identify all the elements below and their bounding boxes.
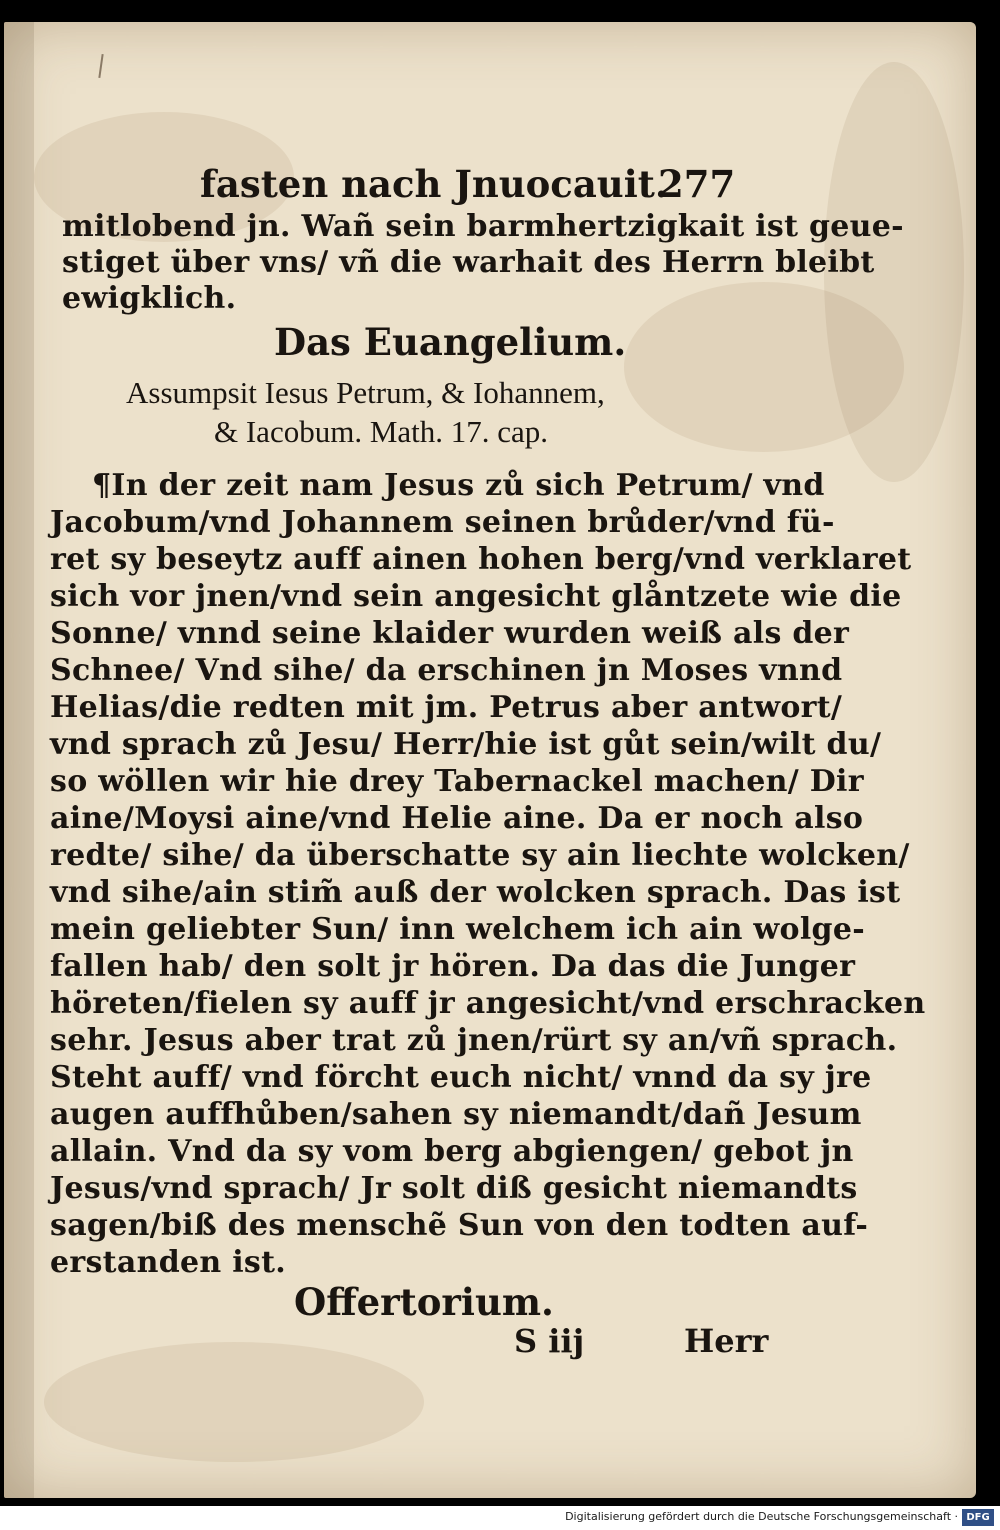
book-page <box>4 22 976 1498</box>
text-line: mein geliebter Sun/ inn welchem ich ain wolge- <box>50 912 865 947</box>
text-line: höreten/fielen sy auff jr angesicht/vnd erschracken <box>50 986 926 1021</box>
text-line: Helias/die redten mit jm. Petrus aber antwort/ <box>50 690 843 725</box>
text-line: Steht auff/ vnd förcht euch nicht/ vnnd da sy jre <box>50 1060 872 1095</box>
running-head: fasten nach Jnuocauit. <box>200 162 668 206</box>
text-line: erstanden ist. <box>50 1245 286 1280</box>
signature-mark: S iij <box>514 1322 585 1360</box>
text-line: fallen hab/ den solt jr hören. Da das die Junger <box>50 949 856 984</box>
text-line: sehr. Jesus aber trat zů jnen/rürt sy an/vñ sprach. <box>50 1023 898 1058</box>
text-line: allain. Vnd da sy vom berg abgiengen/ gebot jn <box>50 1134 854 1169</box>
rubric-line: Assumpsit Iesus Petrum, & Iohannem, <box>126 375 605 410</box>
text-line: ret sy beseytz auff ainen hohen berg/vnd verklaret <box>50 542 912 577</box>
text-line: Jacobum/vnd Johannem seinen brůder/vnd fü- <box>50 505 835 540</box>
offertory-heading: Offertorium. <box>294 1280 554 1324</box>
text-line: sich vor jnen/vnd sein angesicht glåntzete wie die <box>50 579 902 614</box>
dfg-logo: DFG <box>962 1509 994 1526</box>
text-line: stiget über vns/ vñ die warhait des Herrn bleibt <box>62 245 875 280</box>
ink-mark <box>98 54 103 78</box>
text-line: sagen/biß des menschẽ Sun von den todten auf- <box>50 1208 869 1243</box>
text-line: redte/ sihe/ da überschatte sy ain liechte wolcken/ <box>50 838 910 873</box>
text-line: vnd sprach zů Jesu/ Herr/hie ist gůt sein/wilt du/ <box>50 727 882 762</box>
footer-credit: Digitalisierung gefördert durch die Deutsche Forschungsgemeinschaft · <box>565 1510 958 1523</box>
text-line: mitlobend jn. Wañ sein barmhertzigkait ist geue- <box>62 209 904 244</box>
page-number: 277 <box>658 162 736 206</box>
text-line: ewigklich. <box>62 281 237 316</box>
text-line: augen auffhůben/sahen sy niemandt/dañ Jesum <box>50 1097 862 1132</box>
text-line: aine/Moysi aine/vnd Helie aine. Da er noch also <box>50 801 864 836</box>
text-line: Sonne/ vnnd seine klaider wurden weiß als der <box>50 616 850 651</box>
gospel-heading: Das Euangelium. <box>274 320 627 364</box>
digitization-footer <box>0 1506 1000 1530</box>
rubric-line: & Iacobum. Math. 17. cap. <box>214 414 549 449</box>
text-line: Jesus/vnd sprach/ Jr solt diß gesicht niemandts <box>50 1171 858 1206</box>
text-line: vnd sihe/ain stim̃ auß der wolcken sprach. Das ist <box>50 875 901 910</box>
text-line: so wöllen wir hie drey Tabernackel machen/ Dir <box>50 764 864 799</box>
text-line: ¶In der zeit nam Jesus zů sich Petrum/ vnd <box>92 468 825 503</box>
catchword: Herr <box>684 1322 769 1360</box>
paper-stain <box>44 1342 424 1462</box>
text-line: Schnee/ Vnd sihe/ da erschinen jn Moses vnnd <box>50 653 843 688</box>
gutter-shadow <box>4 22 34 1498</box>
